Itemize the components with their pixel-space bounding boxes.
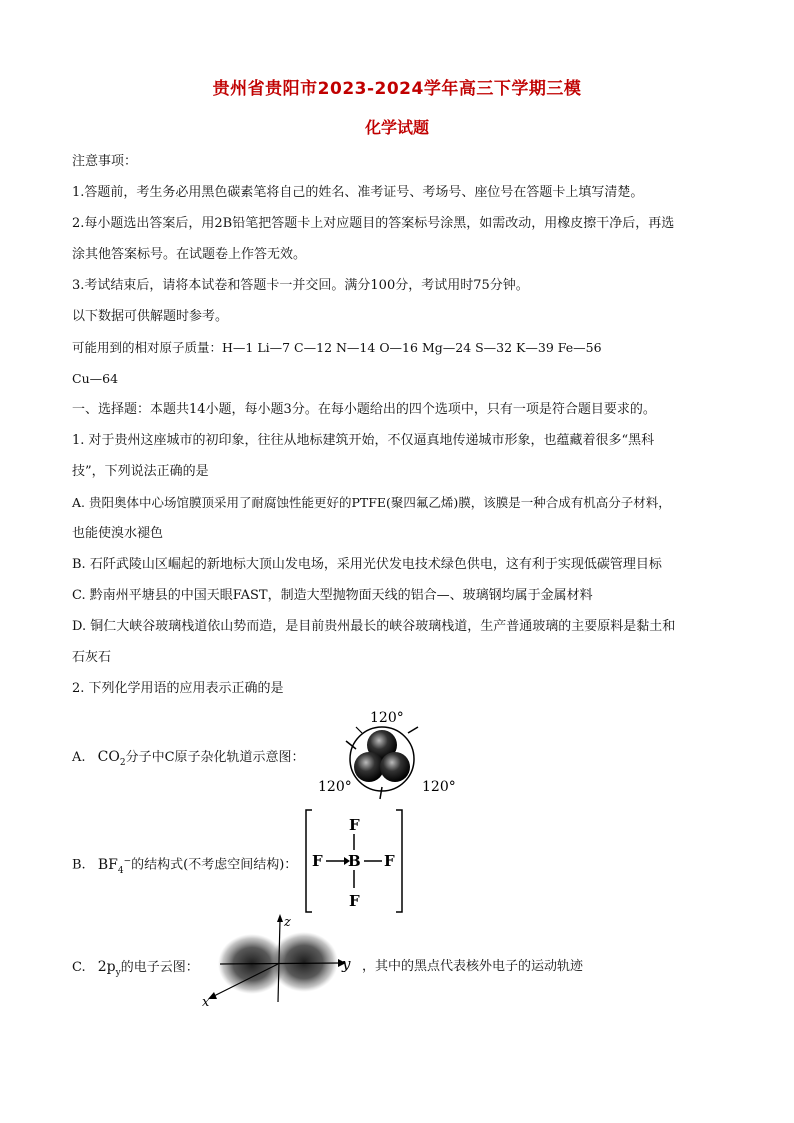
q1-option-d-line-2: 石灰石: [72, 650, 112, 665]
data-note: 以下数据可供解题时参考。: [72, 309, 229, 324]
q2-option-c-suffix: ，其中的黑点代表核外电子的运动轨迹: [362, 959, 584, 974]
notice-heading: 注意事项：: [72, 154, 138, 169]
axis-z-label: z: [284, 915, 291, 930]
exam-subtitle: 化学试题: [364, 118, 429, 137]
bf4-structure: [302, 806, 408, 916]
atom-f-right: F: [384, 852, 395, 870]
orbital-lobe-right: [380, 752, 410, 782]
cloud-lobe-right: [270, 932, 338, 992]
q2-option-b-prefix: B.: [72, 857, 86, 873]
exam-title: 贵州省贵阳市2023-2024学年高三下学期三模: [212, 79, 582, 99]
bf4-formula: $BF_4^-$: [97, 856, 132, 876]
hybrid-orbital-diagram: [312, 705, 462, 805]
q1-stem-line-2: 技”，下列说法正确的是: [72, 464, 209, 479]
q2-option-a-prefix: A.: [72, 750, 86, 765]
q2-option-c: [72, 958, 212, 982]
atom-f-bottom: F: [349, 892, 360, 910]
q1-option-c: C. 黔南州平塘县的中国天眼FAST，制造大型抛物面天线的铝合—、玻璃钢均属于金属材料: [72, 588, 593, 603]
q1-option-d-line-1: D. 铜仁大峡谷玻璃栈道依山势而造，是目前贵州最长的峡谷玻璃栈道，生产普通玻璃的主要原料是黏土和: [72, 619, 676, 634]
2py-formula: $2p_y$: [97, 959, 121, 978]
angle-left-label: 120°: [318, 779, 352, 795]
axis-x-label: x: [202, 995, 210, 1008]
atomic-masses-line-2: Cu—64: [72, 371, 119, 386]
notice-item-3: 3.考试结束后，请将本试卷和答题卡一并交回。满分100分，考试用时75分钟。: [72, 278, 529, 293]
q2-option-c-text: 的电子云图：: [120, 960, 199, 975]
axis-y-label: y: [342, 955, 351, 973]
electron-cloud-diagram: [200, 912, 360, 1008]
q1-option-a-line-1: A. 贵阳奥体中心场馆膜顶采用了耐腐蚀性能更好的PTFE(聚四氟乙烯)膜，该膜是一种合成有机高分子材料，: [72, 495, 671, 510]
q1-stem-line-1: 1. 对于贵州这座城市的初印象，往往从地标建筑开始，不仅逼真地传递城市形象，也蕴藏着很多“黑科: [72, 433, 655, 448]
atom-b-center: B: [348, 852, 361, 870]
q2-option-c-prefix: C.: [72, 960, 86, 975]
co2-formula: $CO_2$: [97, 749, 126, 768]
notice-item-2-line-1: 2.每小题选出答案后，用2B铅笔把答题卡上对应题目的答案标号涂黑，如需改动，用橡皮擦干净后，再选: [72, 216, 675, 231]
q2-option-a-text: 分子中C原子杂化轨道示意图：: [125, 750, 305, 765]
notice-item-2-line-2: 涂其他答案标号。在试题卷上作答无效。: [72, 247, 307, 262]
q2-option-b-text: 的结构式(不考虑空间结构)：: [131, 857, 298, 873]
angle-right-label: 120°: [422, 779, 456, 795]
q1-option-b: B. 石阡武陵山区崛起的新地标大顶山发电场，采用光伏发电技术绿色供电，这有利于实现低碳管理目标: [72, 557, 662, 572]
angle-top-label: 120°: [370, 710, 404, 726]
atomic-masses-line-1: 可能用到的相对原子质量：H—1 Li—7 C—12 N—14 O—16 Mg—24 S—32 K—39 Fe—56: [72, 340, 602, 355]
section-1-heading: 一、选择题：本题共14小题，每小题3分。在每小题给出的四个选项中，只有一项是符合题目要求的。: [72, 402, 656, 417]
q1-option-a-line-2: 也能使溴水褪色: [72, 526, 164, 541]
q2-stem: 2. 下列化学用语的应用表示正确的是: [72, 681, 284, 696]
orbital-lobe-left: [354, 752, 384, 782]
atom-f-top: F: [349, 816, 360, 834]
notice-item-1: 1.答题前，考生务必用黑色碳素笔将自己的姓名、准考证号、考场号、座位号在答题卡上填写清楚。: [72, 185, 644, 200]
atom-f-left: F: [312, 852, 323, 870]
